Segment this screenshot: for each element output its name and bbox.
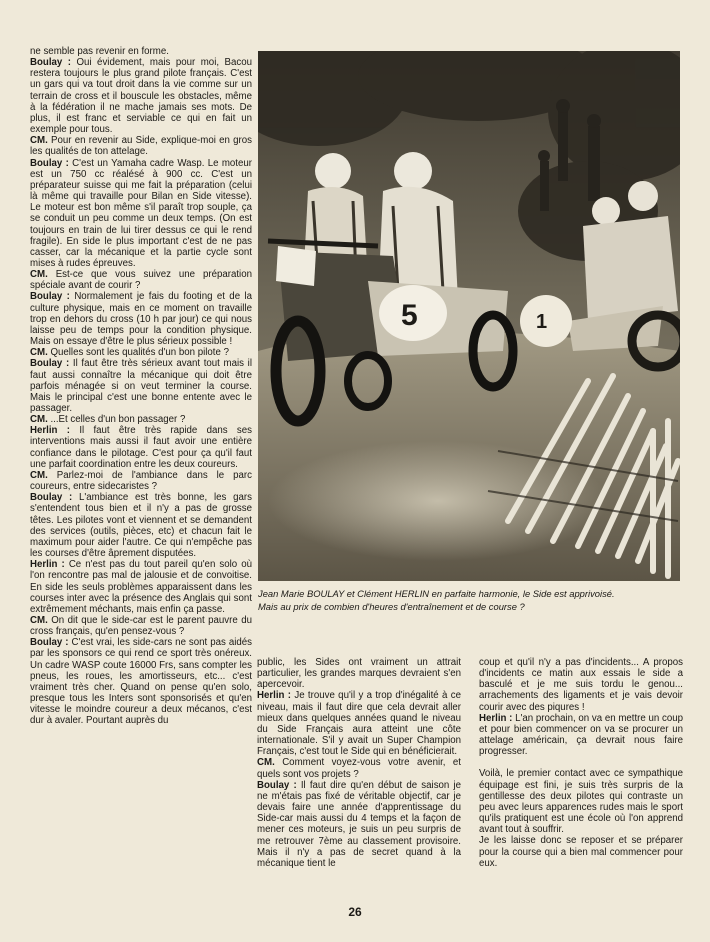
speaker-label: CM. xyxy=(30,414,48,426)
paragraph xyxy=(30,358,252,414)
speaker-label: CM. xyxy=(257,757,275,769)
paragraph xyxy=(30,615,252,637)
paragraph xyxy=(30,158,252,270)
speaker-label: CM. xyxy=(30,347,48,359)
paragraph-text: Est-ce que vous suivez une préparation spéciale avant de courir ? xyxy=(30,269,252,292)
paragraph xyxy=(257,757,461,779)
paragraph-text: Ce n'est pas du tout pareil qu'en solo où l'on rencontre pas mal de jalousie et de convoitise. En side les seuls problèmes apparaissent dans les courses inter avec la présence des Anglais qui sont extrêmement méchants, mais enfin ça passe. xyxy=(30,559,252,615)
paragraph-text: L'an prochain, on va en mettre un coup et pour bien commencer on va se procurer un attelage américain, ça devrait nous faire progresser. xyxy=(479,712,683,758)
speaker-label: CM. xyxy=(30,614,48,626)
paragraph-text: Je trouve qu'il y a trop d'inégalité à ce niveau, mais il faut dire que cela devrait aller mieux dans quelques années quand le niveau du Side Français aura atteint une côte internationale. S'il y avait un Super Champion Français, c'est tout le Side qui en bénéficierait. xyxy=(257,690,461,758)
paragraph-text: C'est vrai, les side-cars ne sont pas aidés par les sponsors ce qui rend ce sport très onéreux. Un cadre WASP coute 16000 Frs, sans compter les pneus, les roues, les amortisseurs, etc... c'est vraiment très cher. Quand on pense qu'en solo, presque tous les Inters sont sponsorisés et qu'en vitesse le moindre coureur a deux mécanos, c'est dur à avaler. Pourtant auprès du xyxy=(30,637,252,727)
paragraph xyxy=(479,768,683,835)
paragraph-text: Normalement je fais du footing et de la culture physique, mais en ce moment on travaille trop en dehors du cross (10 h par jour) ce qui nous laisse peu de temps pour la condition physique. Mais on essaye d'être le plus sérieux possible ! xyxy=(30,291,253,348)
paragraph xyxy=(257,657,461,690)
paragraph xyxy=(30,637,252,726)
speaker-label: Boulay : xyxy=(30,492,73,504)
speaker-label: Herlin : xyxy=(257,690,292,702)
speaker-label: Herlin : xyxy=(30,559,65,571)
caption-line-2: Mais au prix de combien d'heures d'entraînement et de course ? xyxy=(258,601,525,613)
speaker-label: Boulay : xyxy=(30,157,69,169)
speaker-label: CM. xyxy=(30,135,48,147)
paragraph-text: public, les Sides ont vraiment un attrait particulier, les grandes marques devraient s'en apercevoir. xyxy=(257,657,461,691)
paragraph-text: Il faut être très rapide dans ses interventions mais aussi il faut avoir une entière confiance dans le pilotage. C'est pour ça qu'il faut une parfait coordination entre les deux coureurs. xyxy=(30,425,252,470)
paragraph-text: Il faut être très sérieux avant tout mais il faut aussi connaître la mécanique qui doit être parfois ménagée si on veut terminer la course. Mais le principal c'est une bonne entente avec le passager. xyxy=(30,358,252,414)
paragraph-text: ...Et celles d'un bon passager ? xyxy=(50,414,186,426)
paragraph xyxy=(30,470,252,492)
paragraph-text: L'ambiance est très bonne, les gars s'entendent tous bien et il n'y a pas de grosse têtes. Les pilotes vont et viennent et se demandent des services (outils, pièces, etc) et chacun fait le maximum pour aider l'autre. Ce qui n'empêche pas les courses d'être âprement disputées. xyxy=(30,492,252,560)
paragraph xyxy=(257,690,461,757)
paragraph xyxy=(30,291,252,347)
page-number: 26 xyxy=(348,905,362,919)
paragraph-text: Voilà, le premier contact avec ce sympathique équipage est fini, je suis très surpris de la gentillesse des deux pilotes qui contraste un peu avec leurs apparences rudes mais le sport qu'ils pratiquent est une école où l'on apprend avant tout à souffrir. xyxy=(479,768,683,836)
speaker-label: CM. xyxy=(30,469,48,481)
paragraph-text: Parlez-moi de l'ambiance dans le parc coureurs, entre sidecaristes ? xyxy=(30,469,252,493)
speaker-label: CM. xyxy=(30,269,48,281)
paragraph xyxy=(30,425,252,470)
speaker-label: Herlin : xyxy=(30,425,70,437)
paragraph xyxy=(479,657,683,713)
speaker-label: Boulay : xyxy=(30,291,70,303)
caption-line-1: Jean Marie BOULAY et Clément HERLIN en parfaite harmonie, le Side est apprivoisé. xyxy=(258,588,615,599)
paragraph xyxy=(30,492,252,559)
paragraph-text: Comment voyez-vous votre avenir, et quels sont vos projets ? xyxy=(257,757,461,780)
speaker-label: Boulay : xyxy=(30,358,70,370)
paragraph-text: Pour en revenir au Side, explique-moi en gros les qualités de ton attelage. xyxy=(30,135,252,158)
text-column-right xyxy=(479,657,683,869)
paragraph-text: On dit que le side-car est le parent pauvre du cross français, qu'en pensez-vous ? xyxy=(30,614,252,638)
speaker-label: Boulay : xyxy=(257,779,297,791)
paragraph-text: C'est un Yamaha cadre Wasp. Le moteur est un 750 cc réalésé à 900 cc. C'est un préparateur suisse qui me fait la préparation (celui là même qui travaille pour Bilan en Side vitesse). Le moteur est bon même s'il paraît trop souple, ça se conduit un peu comme un deux temps. (On est toujours en train de lui tirer dessus ce qui le rend fragile). En side le plus important c'est de ne pas casser, car la mécanique et la partie cycle sont mises à rudes épreuves. xyxy=(30,157,252,269)
paragraph xyxy=(30,46,252,57)
paragraph xyxy=(479,835,683,868)
paragraph-text: ne semble pas revenir en forme. xyxy=(30,46,169,57)
paragraph-text: Oui évidement, mais pour moi, Bacou restera toujours le plus grand pilote français. C'est un gars qui va tout droit dans la vie comme sur un terrain de cross et il bouscule les obstacles, même à la fédération il ne mache jamais ses mots. De plus, il est franc et serviable ce qui en fait un exemple pour tous. xyxy=(30,57,252,136)
sidecar-number-right: 1 xyxy=(536,311,548,333)
paragraph xyxy=(479,713,683,758)
paragraph-text: Quelles sont les qualités d'un bon pilote ? xyxy=(50,347,229,359)
speaker-label: Boulay : xyxy=(30,57,72,69)
paragraph xyxy=(257,780,461,869)
paragraph-text: coup et qu'il n'y a pas d'incidents... A propos d'incidents ce matin aux essais le side a basculé et je me suis tordu le genou... arrachements des ligaments et je vais devoir courir avec des piqures ! xyxy=(479,657,683,713)
paragraph xyxy=(30,347,252,358)
sidecar-race-photo xyxy=(258,51,680,581)
paragraph xyxy=(30,414,252,425)
paragraph xyxy=(30,269,252,291)
text-column-left xyxy=(30,46,252,727)
text-column-middle xyxy=(257,657,461,869)
photo-caption xyxy=(258,587,688,613)
sidecar-number-left: 5 xyxy=(401,299,418,332)
speaker-label: Boulay : xyxy=(30,637,69,649)
paragraph xyxy=(30,135,252,157)
speaker-label: Herlin : xyxy=(479,712,513,724)
paragraph-text: Je les laisse donc se reposer et se préparer pour la course qui a bien mal commencer pour eux. xyxy=(479,835,683,869)
paragraph xyxy=(30,57,252,135)
paragraph xyxy=(30,559,252,615)
paragraph-gap xyxy=(479,757,683,768)
paragraph-text: Il faut dire qu'en début de saison je ne m'étais pas fixé de véritable objectif, car je devais faire une année d'apprentissage du Side-car mais aussi du 4 temps et la façon de mener ces moteurs, je suis un peu surpris de me retrouver 7ème au classement provisoire. Mais il n'y a pas de secret quand à la mécanique tient le xyxy=(257,779,461,869)
